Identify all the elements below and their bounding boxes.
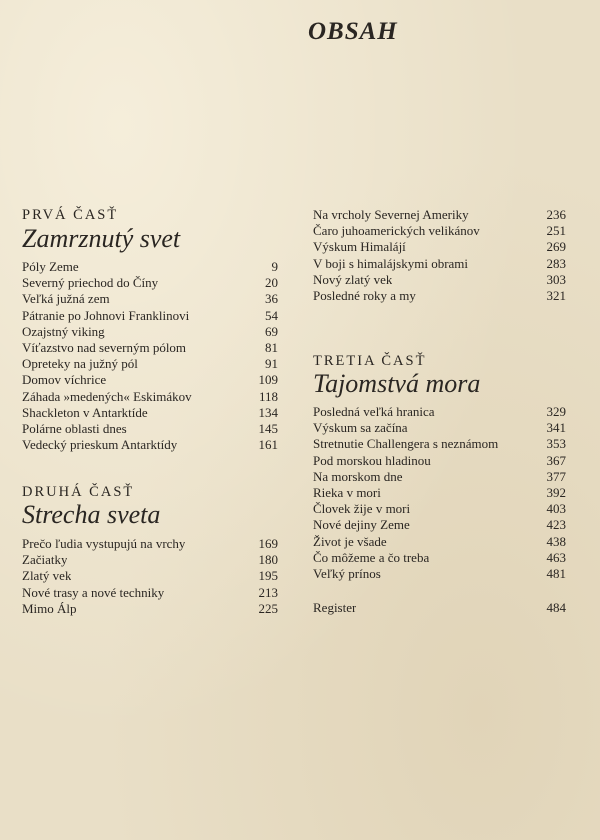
toc-entry xyxy=(313,288,566,304)
toc-entry-title: Stretnutie Challengera s neznámom xyxy=(313,436,499,452)
toc-entry-title: V boji s himalájskymi obrami xyxy=(313,255,469,271)
toc-entry-page: 463 xyxy=(546,549,566,565)
toc-entry xyxy=(22,601,278,617)
toc-entry-page: 403 xyxy=(546,501,566,517)
toc-entry-title: Čaro juhoamerických velikánov xyxy=(313,223,480,239)
toc-entry xyxy=(313,501,566,517)
toc-entry-page: 423 xyxy=(546,517,566,533)
toc-entry-page: 269 xyxy=(546,239,566,255)
toc-entry-page: 377 xyxy=(546,468,566,484)
toc-entry-page: 481 xyxy=(546,565,566,581)
register-title: Register xyxy=(313,600,357,615)
toc-entry xyxy=(313,223,566,239)
toc-entry-page: 283 xyxy=(546,255,566,271)
toc-entry-title: Čo môžeme a čo treba xyxy=(313,549,430,565)
toc-entry-page: 438 xyxy=(546,533,566,549)
toc-entry-page: 169 xyxy=(258,536,278,551)
toc-entry-title: Severný priechod do Číny xyxy=(22,275,159,291)
toc-entry xyxy=(22,340,278,356)
part-1-title: Zamrznutý svet xyxy=(22,224,181,253)
toc-entry-title: Začiatky xyxy=(22,552,68,568)
toc-entry-page: 392 xyxy=(546,484,566,500)
toc-entry-page: 180 xyxy=(258,552,278,568)
toc-entry-page: 353 xyxy=(546,436,566,452)
toc-entry-page: 321 xyxy=(546,287,566,303)
toc-entry-page: 225 xyxy=(258,600,278,616)
toc-entry-title: Na morskom dne xyxy=(313,468,403,484)
toc-entry xyxy=(313,534,566,550)
toc-entry-title: Shackleton v Antarktíde xyxy=(22,404,148,420)
toc-entry-title: Póly Zeme xyxy=(22,259,79,274)
toc-entry-title: Pátranie po Johnovi Franklinovi xyxy=(22,307,190,323)
toc-entry xyxy=(22,536,278,552)
toc-entry-title: Pod morskou hladinou xyxy=(313,452,431,468)
toc-entry-page: 303 xyxy=(546,271,566,287)
part-2-entries xyxy=(22,536,278,617)
toc-entry-page: 341 xyxy=(546,420,566,436)
toc-entry-page: 213 xyxy=(258,584,278,600)
toc-entry-title: Posledná veľká hranica xyxy=(313,404,435,419)
toc-entry-page: 9 xyxy=(271,259,278,274)
toc-entry-page: 329 xyxy=(546,404,566,419)
toc-entry xyxy=(313,550,566,566)
toc-entry-title: Víťazstvo nad severným pólom xyxy=(22,339,187,355)
toc-entry xyxy=(22,291,278,307)
toc-entry xyxy=(313,517,566,533)
toc-entry-title: Prečo ľudia vystupujú na vrchy xyxy=(22,536,186,551)
part-2-continued-entries xyxy=(313,207,566,304)
toc-entry-page: 81 xyxy=(265,339,278,355)
toc-entry xyxy=(313,469,566,485)
toc-entry-title: Opreteky na južný pól xyxy=(22,356,138,372)
toc-entry-title: Nový zlatý vek xyxy=(313,271,393,287)
toc-entry-title: Rieka v mori xyxy=(313,484,381,500)
toc-entry xyxy=(313,566,566,582)
toc-entry xyxy=(22,421,278,437)
toc-entry xyxy=(22,259,278,275)
toc-entry xyxy=(22,585,278,601)
toc-entry-page: 367 xyxy=(546,452,566,468)
toc-entry-title: Posledné roky a my xyxy=(313,287,416,303)
toc-entry xyxy=(22,275,278,291)
part-1-entries xyxy=(22,259,278,453)
toc-entry xyxy=(313,436,566,452)
toc-entry xyxy=(22,372,278,388)
part-3-title: Tajomstvá mora xyxy=(313,369,481,398)
toc-entry xyxy=(313,453,566,469)
toc-entry-page: 69 xyxy=(265,323,278,339)
toc-entry-page: 36 xyxy=(265,291,278,307)
toc-entry-page: 251 xyxy=(546,223,566,239)
part-2-label: DRUHÁ ČASŤ xyxy=(22,484,135,500)
part-2-title: Strecha sveta xyxy=(22,500,161,529)
toc-entry xyxy=(313,272,566,288)
toc-entry-title: Zlatý vek xyxy=(22,568,72,584)
toc-entry xyxy=(22,552,278,568)
toc-entry-page: 195 xyxy=(258,568,278,584)
toc-entry xyxy=(22,308,278,324)
register-page: 484 xyxy=(546,600,566,615)
toc-entry-page: 145 xyxy=(258,420,278,436)
toc-entry-title: Polárne oblasti dnes xyxy=(22,420,127,436)
part-3-entries xyxy=(313,404,566,582)
toc-entry-page: 20 xyxy=(265,275,278,291)
toc-entry xyxy=(313,485,566,501)
toc-entry-title: Mimo Álp xyxy=(22,600,77,616)
toc-entry-page: 118 xyxy=(258,388,278,404)
toc-entry-title: Ozajstný viking xyxy=(22,323,105,339)
toc-entry xyxy=(313,239,566,255)
register-entry xyxy=(313,600,566,616)
page-title: OBSAH xyxy=(308,18,398,45)
toc-entry-page: 109 xyxy=(258,372,278,388)
toc-entry-page: 134 xyxy=(258,404,278,420)
toc-entry-title: Život je všade xyxy=(313,533,387,549)
toc-entry-title: Nové trasy a nové techniky xyxy=(22,584,165,600)
toc-entry xyxy=(313,207,566,223)
toc-entry xyxy=(313,404,566,420)
toc-entry-title: Na vrcholy Severnej Ameriky xyxy=(313,207,469,222)
toc-entry-page: 54 xyxy=(265,307,278,323)
toc-entry-title: Vedecký prieskum Antarktídy xyxy=(22,437,178,453)
part-1-label: PRVÁ ČASŤ xyxy=(22,207,119,223)
toc-entry-page: 161 xyxy=(258,437,278,453)
toc-entry-title: Veľký prínos xyxy=(313,565,381,581)
toc-entry xyxy=(22,568,278,584)
toc-entry-title: Nové dejiny Zeme xyxy=(313,517,410,533)
toc-entry-page: 91 xyxy=(265,356,278,372)
toc-entry-title: Človek žije v mori xyxy=(313,501,411,517)
toc-entry xyxy=(22,324,278,340)
toc-entry xyxy=(22,405,278,421)
toc-entry-title: Domov víchrice xyxy=(22,372,107,388)
toc-entry-title: Veľká južná zem xyxy=(22,291,110,307)
part-3-label: TRETIA ČASŤ xyxy=(313,353,427,369)
toc-entry-title: Výskum sa začína xyxy=(313,420,408,436)
toc-entry-title: Výskum Himalájí xyxy=(313,239,406,255)
toc-entry xyxy=(22,389,278,405)
toc-entry xyxy=(313,256,566,272)
toc-entry xyxy=(22,356,278,372)
toc-entry xyxy=(313,420,566,436)
toc-entry-page: 236 xyxy=(546,207,566,222)
toc-entry xyxy=(22,437,278,453)
toc-entry-title: Záhada »medených« Eskimákov xyxy=(22,388,192,404)
